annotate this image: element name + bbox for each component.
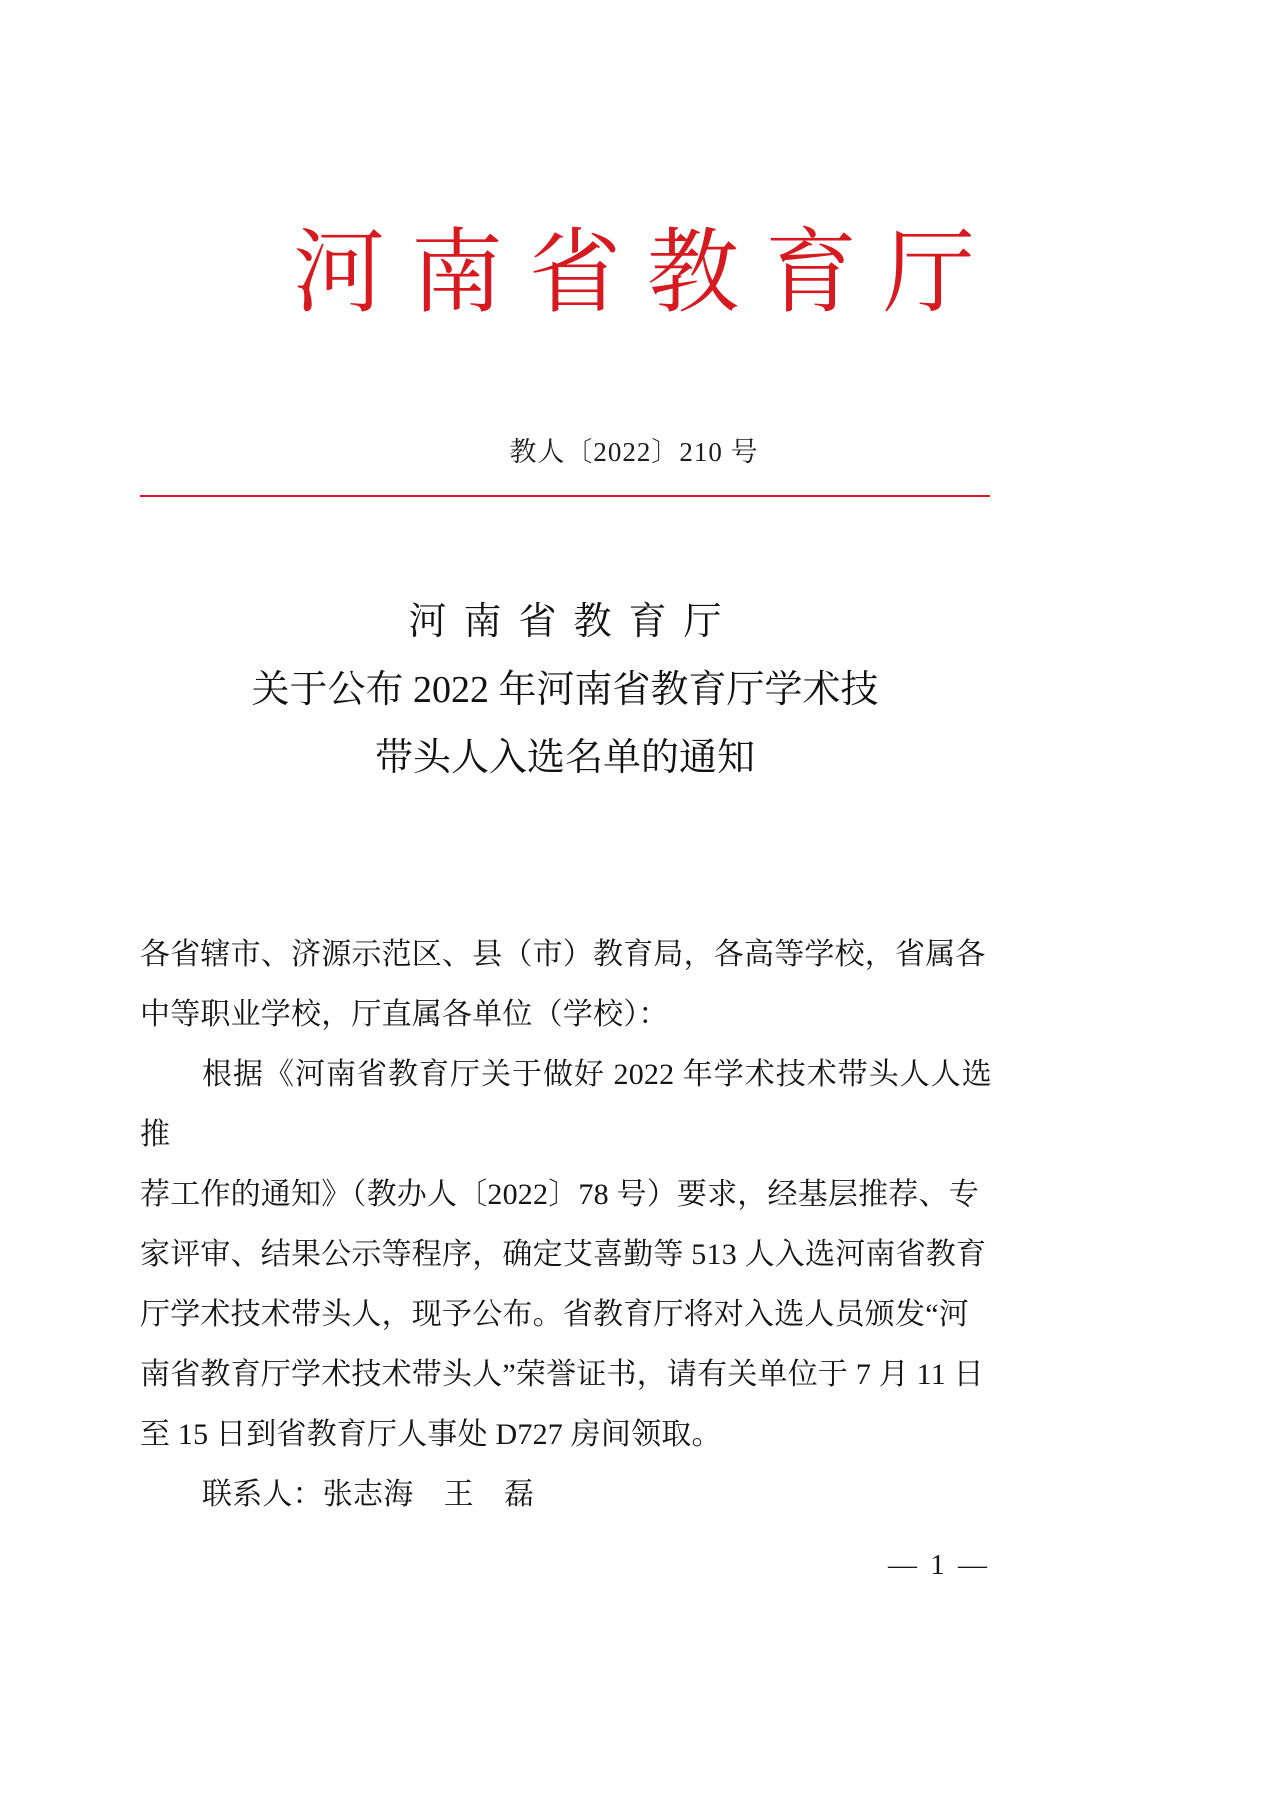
body-paragraph-line-1: 根据《河南省教育厅关于做好 2022 年学术技术带头人人选推: [140, 1058, 992, 1151]
body-paragraph-line-6: 至 15 日到省教育厅人事处 D727 房间领取。: [140, 1418, 722, 1451]
document-serial-number: 教人〔2022〕210 号: [509, 437, 759, 467]
body-paragraph-line-4: 厅学术技术带头人，现予公布。省教育厅将对入选人员颁发“河: [140, 1298, 969, 1331]
title-line-2: 关于公布 2022 年河南省教育厅学术技: [251, 669, 879, 711]
masthead-issuer-title: 河南省教育厅: [292, 222, 1001, 324]
body-paragraph-line-3: 家评审、结果公示等程序，确定艾喜勤等 513 人入选河南省教育: [140, 1238, 987, 1271]
body-paragraph-line-5: 南省教育厅学术技术带头人”荣誉证书，请有关单位于 7 月 11 日: [140, 1358, 984, 1391]
document-title-block: [140, 588, 990, 792]
red-separator-rule: [140, 495, 990, 497]
title-line-1: 河南省教育厅: [408, 601, 739, 643]
salutation-line-2: 中等职业学校，厅直属各单位（学校）：: [140, 998, 669, 1031]
body-paragraph-line-2: 荐工作的通知》（教办人〔2022〕78 号）要求，经基层推荐、专: [140, 1178, 979, 1211]
document-body: [140, 925, 992, 1525]
title-line-3: 带头人入选名单的通知: [374, 737, 755, 779]
contact-line: 联系人：张志海 王 磊: [202, 1478, 535, 1511]
salutation-line-1: 各省辖市、济源示范区、县（市）教育局，各高等学校，省属各: [140, 938, 986, 971]
document-masthead: [0, 222, 1268, 325]
page-number-footer: — 1 —: [888, 1549, 990, 1581]
